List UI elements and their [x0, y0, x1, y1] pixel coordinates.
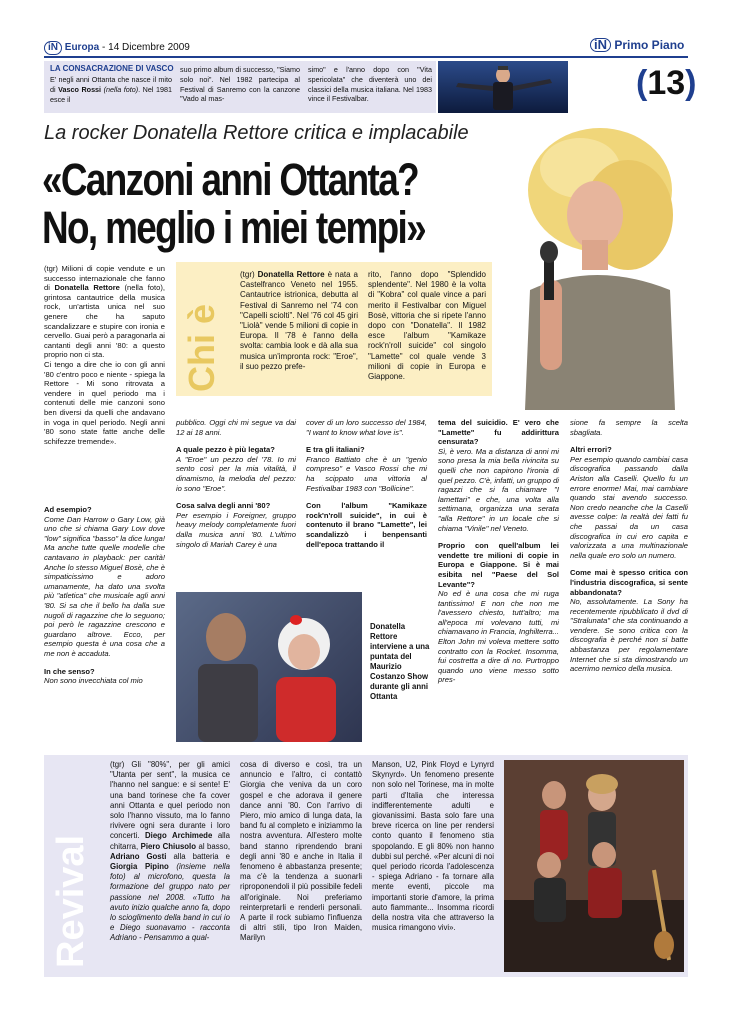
- revival-label: Revival: [50, 834, 92, 968]
- rettore-figure-icon: [500, 120, 690, 410]
- rettore-photo: [500, 120, 690, 410]
- revival-col1: (tgr) Gli "80%", per gli amici "Utanta per sent", la musica ce l'hanno nel sangue: e si sente! E' una band torinese che fa cover anni Ottanta e quel periodo non solo l'hanno vissuto, ma lo fanno rivivere ogni sera durante i loro concerti. Diego Archimede alla chitarra, Piero Chiusolo al basso, Adriano Gosti alla batteria e Giorgia Pipino (insieme nella foto) al microfono, questa la formazione del gruppo nato per passione nel 2008. «Tutto ha avuto inizio qualche anno fa, dopo lo scioglimento della band in cui io e Diego suonavamo - racconta Adriano - Pensammo a qual-: [110, 760, 230, 943]
- chi-e-col1: (tgr) Donatella Rettore è nata a Castelfranco Veneto nel 1955. Cantautrice istrionica, debutta al Festival di Sanremo nel '74 con "Capelli sciolti". Nel '76 col 45 giri "Liolà" vende 5 milioni di copie in Europa. Il '78 è l'anno della svolta: cambia look e dà alla sua musica un'impronta rock: "Eroe", il suo pezzo prefe-: [240, 270, 359, 371]
- header-rule: [44, 56, 688, 58]
- article-intro: (tgr) Milioni di copie vendute e un successo internazionale che fanno di Donatella Rettore (nella foto), grintosa cantautrice della musica rock, un'artista unica nel suo genere che ha saputo scandalizzare e stupire con ironia e cervello. Guai però a paragonarla ai cantanti degli anni '80: a questo proprio non ci sta. Ci tengo a dire che io con gli anni '80 c'entro poco e niente - spiega la Rettore - Mi sono ritrovata a vendere in quel periodo ma i contenuti delle mie canzoni sono ben diversi da quelli che andavano in voga in quel periodo. Negli anni '80 sono state fatte anche delle schifezze tremende».: [44, 264, 165, 446]
- page-number: 13: [647, 64, 686, 102]
- revival-col2: cosa di diverso e così, tra un annuncio e l'altro, ci contattò Giorgia che veniva da un coro gospel e che adorava il genere dance anni '80. Con l'arrivo di Piero, mio amico di lunga data, la band fu al completo e iniziammo la nostra avventura. All'estero molte band stanno riprendendo brani degli anni '80 e anche in Italia il fenomeno è abbastanza presente; ma c'è la tendenza a suonarli riproponendoli il più possibile fedeli all'originale. Noi preferiamo reinterpretarli e renderli personali. A parte il rock subiamo l'influenza di altri stili, tipo Iron Maiden, Marilyn: [240, 760, 362, 943]
- interview-col3: cover di un loro successo del 1984, "I want to know what love is". E tra gli italiani? Franco Battiato che è un "genio compreso" e Vasco Rossi che mi ha scippato una vittoria al Festivalbar 1983 con "Bollicine". Con l'album "Kamikaze rock'n'roll suicide", in cui è contenuto il brano "Lamette", lei scandalizzò i benpensanti dell'epoca trattando il: [306, 418, 427, 549]
- top-box-title: LA CONSACRAZIONE DI VASCO: [50, 64, 174, 73]
- in-logo: iN: [44, 41, 62, 55]
- interview-col2: pubblico. Oggi chi mi segue va dai 12 ai 18 anni. A quale pezzo è più legata? A "Eroe" un pezzo del '78. Io mi sento così per la mia vitalità, il dinamismo, la melodia del pezzo: io sono "Eroe". Cosa salva degli anni '80? Per esempio i Foreigner, gruppo heavy melody completamente fuori dalla musica anni '80. L'ultimo singolo di Mariah Carey è una: [176, 418, 296, 549]
- section-name: Europa: [64, 42, 100, 53]
- top-box-col1: E' negli anni Ottanta che nasce il mito di Vasco Rossi (nella foto). Nel 1981 esce il: [50, 75, 172, 104]
- primo-piano-label: Primo Piano: [614, 38, 685, 52]
- headline-line-2: No, meglio i miei tempi»: [42, 202, 426, 253]
- band-photo: [504, 760, 684, 972]
- in-logo-right: iN: [590, 38, 611, 52]
- interview-col5: sione fa sempre la scelta sbagliata. Altri errori? Per esempio quando cambiai casa discografica passando dalla Ariston alla Caselli. Quello fu un errore enorme! Mai, mai cambiare quando stai avendo successo. Non credo neanche che la Caselli avesse colpe: la realtà dei fatti fu che passai da un casa discografica in cui ero capita e valorizzata a una multinazionale nella quale ero solo un numero. Come mai è spesso critica con l'industria discografica, si sente abbandonata? No, assolutamente. La Sony ha recentemente ripubblicato il dvd di "Stralunata" che sta continuando a vendere. Se sono critica con la discografia è perché non si batte abbastanza per regolamentare Internet che si sta dimostrando un acerrimo nemico della musica.: [570, 418, 688, 674]
- header-left: [44, 41, 190, 55]
- header-separator: -: [102, 42, 106, 53]
- photo-caption: Donatella Rettore interviene a una puntata del Maurizio Costanzo Show durante gli anni Ottanta: [370, 622, 430, 701]
- issue-date: 14 Dicembre 2009: [108, 42, 190, 53]
- vasco-photo: [438, 61, 568, 113]
- top-box-col3: simo" e l'anno dopo con "Vita spericolata" che diventerà uno dei classici della musica italiana. Nel 1983 vince il Festivalbar.: [308, 65, 432, 104]
- chi-e-col2: rito, l'anno dopo "Splendido splendente". Nel 1980 è la volta di "Kobra" col quale vince a pari merito il Festivalbar con Miguel Bosè, vittoria che si ripete l'anno dopo con "Donatella". Il 1982 esce l'album "Kamikaze rock'n'roll suicide" col singolo "Lamette" col quale vende 3 milioni di copie in Europa e Giappone.: [368, 270, 486, 382]
- vasco-figure-icon: [438, 61, 568, 113]
- band-members-icon: [504, 760, 684, 972]
- page-number-box: (13): [636, 64, 697, 102]
- chi-e-label: Chi è: [181, 303, 222, 392]
- revival-col3: Manson, U2, Pink Floyd e Lynyrd Skynyrd». Un fenomeno presente non solo nel Torinese, ma in molte parti d'Italia che interessa indifferentemente adulti e giovanissimi. Basta solo fare una breve ricerca on line per rendersi conto quanto il fenomeno stia spopolando. E gli 80% non hanno dubbi sul perché. «Per alcuni di noi quel periodo ricorda l'adolescenza - spiega Adriano - fa tornare alla mente eventi, piccole ma importanti storie d'amore, la prima auto fiammante... Insomma ricordi della nostra vita che attraverso la musica rimangono vivi».: [372, 760, 494, 933]
- interview-col1: Ad esempio? Come Dan Harrow o Gary Low, già uno che si chiama Gary Low dove "low" significa "basso" la dice lunga! Ma anche tutte quelle modelle che cantavano in playback: per carità! Anche lo stesso Miguel Bosè, che è simpaticissimo e adoro umanamente, ha dato una svolta più "atletica" che musicale agli anni '80. Si sa che il bello ha dalla sue nugoli di ragazzine che lo seguono; poi però le ragazzine crescono e guardano altrove. Ecco, per esempio questa è una cosa che a me non è accaduta. In che senso? Non sono invecchiata col mio: [44, 505, 165, 686]
- top-box-col2: suo primo album di successo, "Siamo solo noi". Nel 1982 partecipa al Festival di Sanremo con la canzone "Vado al mas-: [180, 65, 300, 104]
- article-kicker: La rocker Donatella Rettore critica e implacabile: [44, 122, 469, 144]
- costanzo-scene-icon: [176, 592, 362, 742]
- interview-col4: tema del suicidio. E' vero che "Lamette" fu addirittura censurata? Sì, è vero. Ma a distanza di anni mi sono presa la mia bella rivincita su quelli che non capirono l'ironia di quel pezzo. C'è, infatti, un gruppo di ragazzi che si fa chiamare "I lamettari" e che, una volta alla settimana, organizza una serata "alla Rettore" in un locale che si chiama "Vinile" nel Veneto. Proprio con quell'album lei vendette tre milioni di copie in Europa e Giappone. Si è mai esibita nel "Paese del Sol Levante"? No ed è una cosa che mi ruga tantissimo! E non che non me l'avessero chiesto, tutt'altro; ma all'epoca mi volevano tutti, mi chiamavano in Francia, Inghilterra... Elton John mi voleva mettere sotto contratto con la Rocket. Insomma, fui costretta a dire di no. Purtroppo quando uno viene messo sotto pres-: [438, 418, 559, 685]
- costanzo-show-photo: [176, 592, 362, 742]
- headline-line-1: «Canzoni anni Ottanta?: [42, 154, 418, 205]
- header-right: [590, 38, 684, 52]
